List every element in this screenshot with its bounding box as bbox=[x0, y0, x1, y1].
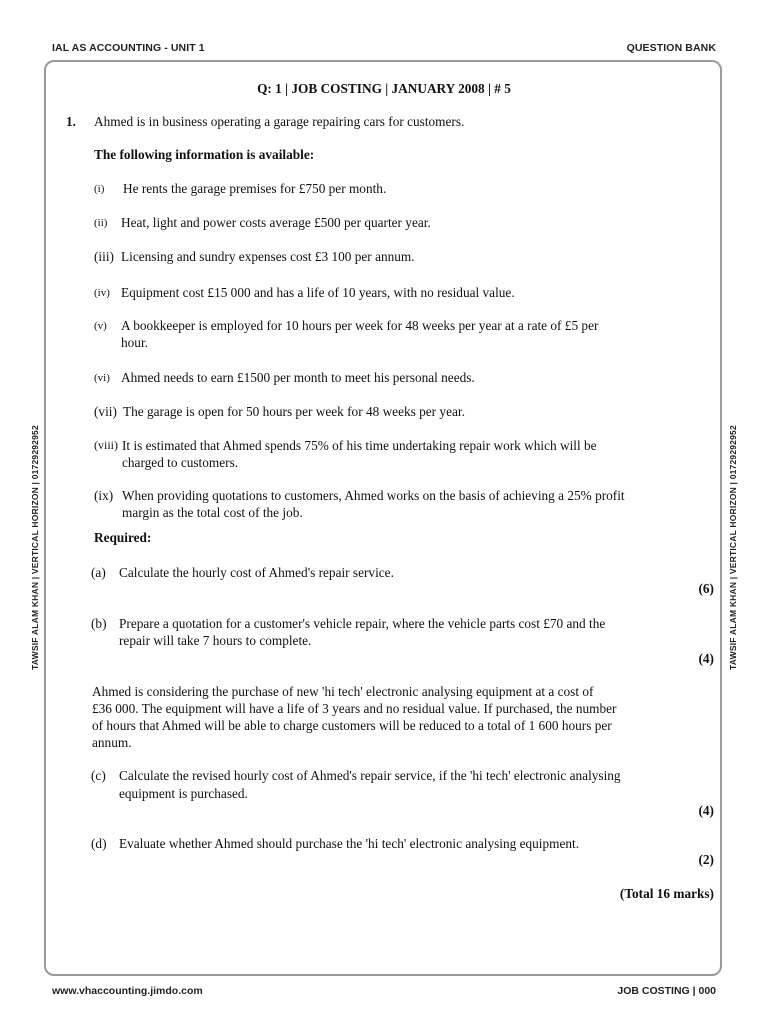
part-b-text-cont: repair will take 7 hours to complete. bbox=[119, 633, 312, 648]
item-label: (iv) bbox=[94, 287, 110, 299]
item-text: When providing quotations to customers, Ahmed works on the basis of achieving a 25% profit bbox=[122, 488, 625, 503]
item-label: (vii) bbox=[94, 404, 117, 419]
header-course: IAL AS ACCOUNTING - UNIT 1 bbox=[52, 42, 205, 54]
part-d-marks: (2) bbox=[698, 852, 714, 867]
part-a-label: (a) bbox=[91, 565, 106, 580]
total-marks: (Total 16 marks) bbox=[619, 886, 714, 901]
question-intro: Ahmed is in business operating a garage repairing cars for customers. bbox=[94, 114, 465, 129]
item-label: (iii) bbox=[94, 249, 114, 264]
side-watermark-right-text: TAWSIF ALAM KHAN | VERTICAL HORIZON | 01729292952 bbox=[728, 425, 738, 670]
part-b-text: Prepare a quotation for a customer's vehicle repair, where the vehicle parts cost £70 and the bbox=[119, 616, 606, 631]
scenario-line: of hours that Ahmed will be able to charge customers will be reduced to a total of 1 600 hours per bbox=[92, 718, 612, 733]
item-label: (vi) bbox=[94, 372, 110, 384]
item-label: (ix) bbox=[94, 488, 114, 503]
item-text: Equipment cost £15 000 and has a life of 10 years, with no residual value. bbox=[121, 285, 515, 300]
item-text-cont: margin as the total cost of the job. bbox=[122, 505, 303, 520]
item-text: Ahmed needs to earn £1500 per month to meet his personal needs. bbox=[121, 370, 475, 385]
question-number: 1. bbox=[66, 114, 76, 129]
part-c-text: Calculate the revised hourly cost of Ahmed's repair service, if the 'hi tech' electronic analysing bbox=[119, 768, 621, 783]
item-text: A bookkeeper is employed for 10 hours per week for 48 weeks per year at a rate of £5 per bbox=[121, 318, 599, 333]
scenario-line: annum. bbox=[92, 735, 132, 750]
item-label: (i) bbox=[94, 183, 105, 195]
info-heading: The following information is available: bbox=[94, 147, 315, 162]
item-text: The garage is open for 50 hours per week for 48 weeks per year. bbox=[123, 404, 465, 419]
footer-website: www.vhaccounting.jimdo.com bbox=[52, 985, 203, 997]
part-d-text: Evaluate whether Ahmed should purchase the 'hi tech' electronic analysing equipment. bbox=[119, 836, 580, 851]
part-d-label: (d) bbox=[91, 836, 107, 851]
part-b-label: (b) bbox=[91, 616, 107, 631]
side-watermark-left-text: TAWSIF ALAM KHAN | VERTICAL HORIZON | 01729292952 bbox=[30, 425, 40, 670]
question-title: Q: 1 | JOB COSTING | JANUARY 2008 | # 5 bbox=[257, 81, 511, 96]
item-text-cont: charged to customers. bbox=[122, 455, 239, 470]
part-c-text-cont: equipment is purchased. bbox=[119, 786, 248, 801]
item-text-cont: hour. bbox=[121, 335, 148, 350]
required-heading: Required: bbox=[94, 530, 152, 545]
part-c-marks: (4) bbox=[698, 803, 714, 818]
part-c-label: (c) bbox=[91, 768, 106, 783]
item-text: Licensing and sundry expenses cost £3 100 per annum. bbox=[121, 249, 415, 264]
part-b-marks: (4) bbox=[698, 651, 714, 666]
item-text: He rents the garage premises for £750 per month. bbox=[123, 181, 387, 196]
item-label: (v) bbox=[94, 320, 107, 332]
scenario-line: £36 000. The equipment will have a life of 3 years and no residual value. If purchased, the number bbox=[92, 701, 617, 716]
part-a-text: Calculate the hourly cost of Ahmed's repair service. bbox=[119, 565, 394, 580]
item-text: It is estimated that Ahmed spends 75% of his time undertaking repair work which will be bbox=[122, 438, 597, 453]
item-label: (ii) bbox=[94, 217, 108, 229]
part-a-marks: (6) bbox=[698, 581, 714, 596]
footer-page: JOB COSTING | 000 bbox=[617, 985, 716, 997]
item-label: (viii) bbox=[94, 438, 118, 452]
header-section: QUESTION BANK bbox=[626, 42, 716, 54]
item-text: Heat, light and power costs average £500 per quarter year. bbox=[121, 215, 431, 230]
scenario-line: Ahmed is considering the purchase of new 'hi tech' electronic analysing equipment at a cost of bbox=[92, 684, 594, 699]
